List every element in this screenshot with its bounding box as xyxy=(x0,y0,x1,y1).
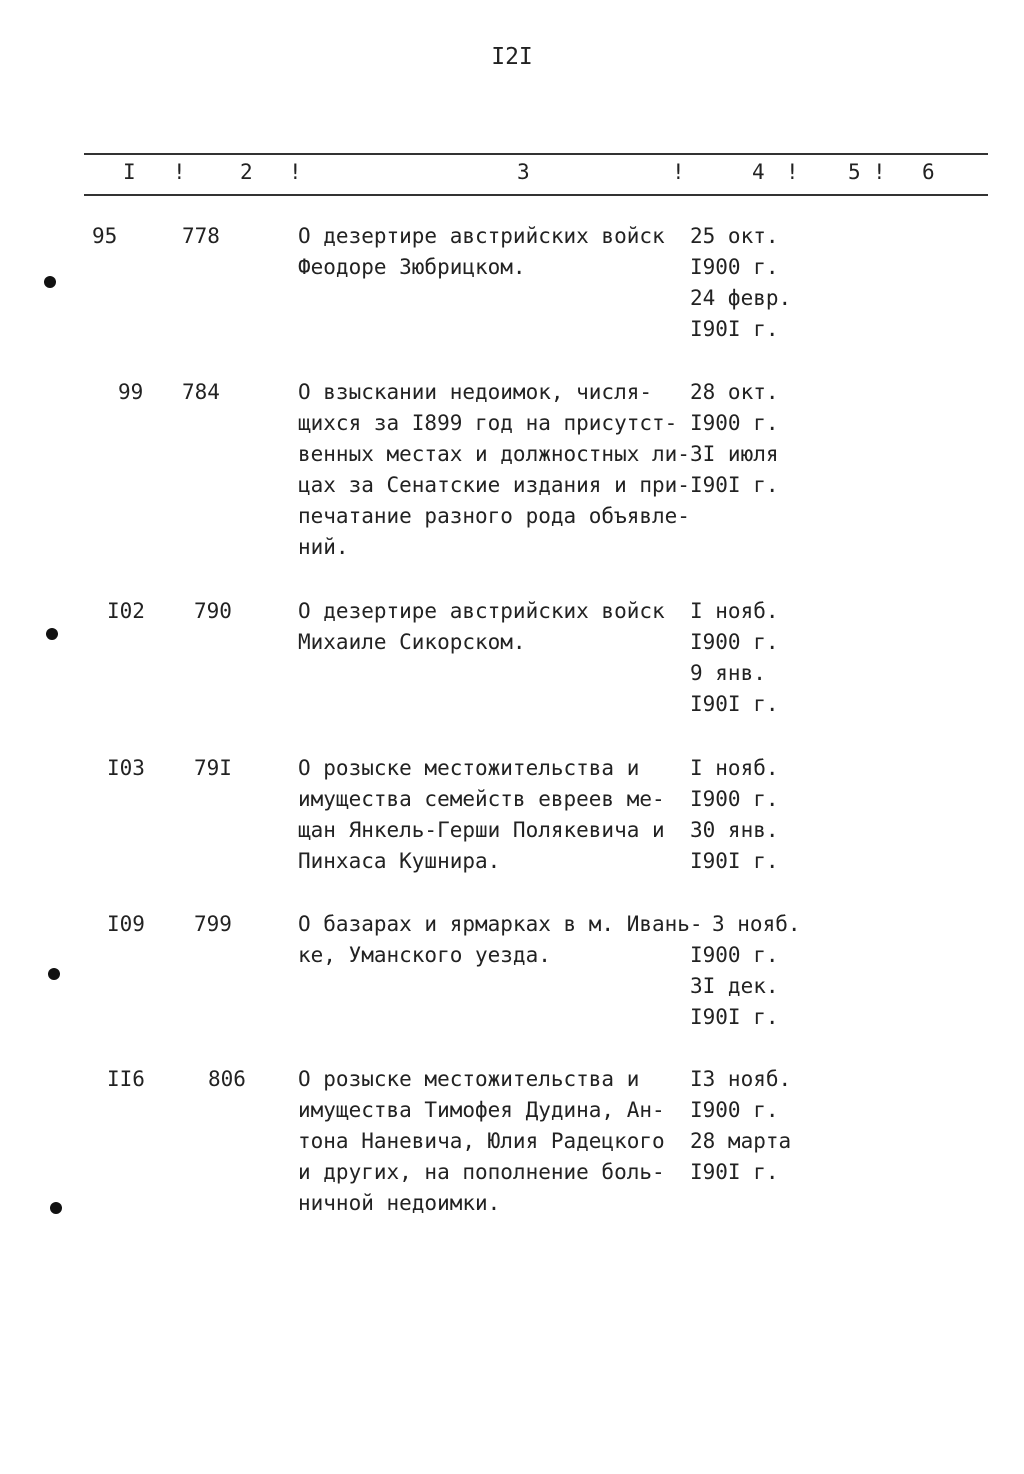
entry-date-line: 24 февр. xyxy=(690,286,792,310)
entry-number: I03 xyxy=(107,756,145,780)
entry-dates xyxy=(690,221,820,345)
entry-date-line: 28 марта xyxy=(690,1129,792,1153)
entry-date-line: I90I г. xyxy=(690,317,779,341)
entry-number: I02 xyxy=(107,599,145,623)
entry-code: 806 xyxy=(208,1067,246,1091)
binding-hole-mark xyxy=(48,968,60,980)
entry-date-line: I90I г. xyxy=(690,1005,779,1029)
header-col-3: 3 xyxy=(517,160,530,184)
entry-code: 778 xyxy=(182,224,220,248)
header-col-2: 2 xyxy=(240,160,253,184)
entry-title-line: О розыске местожительства и xyxy=(298,1067,640,1091)
entry-title-line: Пинхаса Кушнира. xyxy=(298,849,501,873)
entry-date-line: I900 г. xyxy=(690,1098,779,1122)
entry-title-line: венных местах и должностных ли- xyxy=(298,442,690,466)
entry-date-line: 30 янв. xyxy=(690,818,779,842)
entry-date-line: I3 нояб. xyxy=(690,1067,792,1091)
entry-title xyxy=(298,1064,690,1219)
entry-title-line: Феодоре Зюбрицком. xyxy=(298,255,526,279)
entry-title-line: ке, Уманского уезда. xyxy=(298,943,551,967)
entry-date-line: 9 янв. xyxy=(690,661,766,685)
entry-date-line: I90I г. xyxy=(690,1160,779,1184)
entry-title-line: имущества Тимофея Дудина, Ан- xyxy=(298,1098,665,1122)
entry-title-line: ний. xyxy=(298,535,349,559)
entry-title-line: ничной недоимки. xyxy=(298,1191,501,1215)
page-number: I2I xyxy=(491,44,533,70)
entry-date-line: I нояб. xyxy=(690,599,779,623)
entry-date-line: I900 г. xyxy=(690,411,779,435)
header-separator: ! xyxy=(289,160,302,184)
header-col-6: 6 xyxy=(922,160,935,184)
header-col-4: 4 xyxy=(752,160,765,184)
entry-date-line: I900 г. xyxy=(690,943,779,967)
entry-title xyxy=(298,221,690,283)
entry-title-line: О розыске местожительства и xyxy=(298,756,640,780)
entry-date-line: I нояб. xyxy=(690,756,779,780)
entry-title xyxy=(298,596,690,658)
header-col-1: I xyxy=(123,160,136,184)
entry-number: 99 xyxy=(118,380,144,404)
entry-dates xyxy=(690,753,820,877)
table-header-rule xyxy=(84,194,988,196)
entry-code: 784 xyxy=(182,380,220,404)
header-separator: ! xyxy=(672,160,685,184)
entry-title-line: О дезертире австрийских войск xyxy=(298,224,665,248)
entry-code: 799 xyxy=(194,912,232,936)
entry-date-line: I900 г. xyxy=(690,787,779,811)
entry-title-line: цах за Сенатские издания и при- xyxy=(298,473,690,497)
entry-title xyxy=(298,753,690,877)
entry-number: 95 xyxy=(92,224,118,248)
entry-date-line: I90I г. xyxy=(690,473,779,497)
entry-title-line: и других, на пополнение боль- xyxy=(298,1160,665,1184)
entry-date-line: 3I дек. xyxy=(690,974,779,998)
entry-dates xyxy=(712,909,842,940)
binding-hole-mark xyxy=(46,628,58,640)
entry-title xyxy=(298,377,690,563)
entry-date-line: I900 г. xyxy=(690,630,779,654)
header-separator: ! xyxy=(873,160,886,184)
entry-date-line: 28 окт. xyxy=(690,380,779,404)
entry-title-line: Михаиле Сикорском. xyxy=(298,630,526,654)
entry-dates xyxy=(690,596,820,720)
entry-date-line: I900 г. xyxy=(690,255,779,279)
entry-dates xyxy=(690,377,820,501)
header-separator: ! xyxy=(786,160,799,184)
entry-code: 790 xyxy=(194,599,232,623)
entry-title-line: О взыскании недоимок, числя- xyxy=(298,380,653,404)
entry-date-line: I90I г. xyxy=(690,849,779,873)
binding-hole-mark xyxy=(44,276,56,288)
entry-dates xyxy=(690,1064,820,1188)
binding-hole-mark xyxy=(50,1202,62,1214)
header-col-5: 5 xyxy=(848,160,861,184)
table-top-rule xyxy=(84,153,988,155)
entry-date-line: I90I г. xyxy=(690,692,779,716)
entry-date-line: 3 нояб. xyxy=(712,912,801,936)
entry-title-line: тона Наневича, Юлия Радецкого xyxy=(298,1129,665,1153)
entry-date-line: 25 окт. xyxy=(690,224,779,248)
entry-title xyxy=(298,909,703,971)
entry-title-line: печатание разного рода объявле- xyxy=(298,504,690,528)
entry-title-line: имущества семейств евреев ме- xyxy=(298,787,665,811)
entry-title-line: О дезертире австрийских войск xyxy=(298,599,665,623)
entry-title-line: щан Янкель-Герши Полякевича и xyxy=(298,818,665,842)
entry-number: I09 xyxy=(107,912,145,936)
entry-title-line: щихся за I899 год на присутст- xyxy=(298,411,678,435)
entry-dates xyxy=(690,940,820,1033)
entry-date-line: 3I июля xyxy=(690,442,779,466)
header-separator: ! xyxy=(173,160,186,184)
entry-code: 79I xyxy=(194,756,232,780)
entry-number: II6 xyxy=(107,1067,145,1091)
entry-title-line: О базарах и ярмарках в м. Ивань- xyxy=(298,912,703,936)
